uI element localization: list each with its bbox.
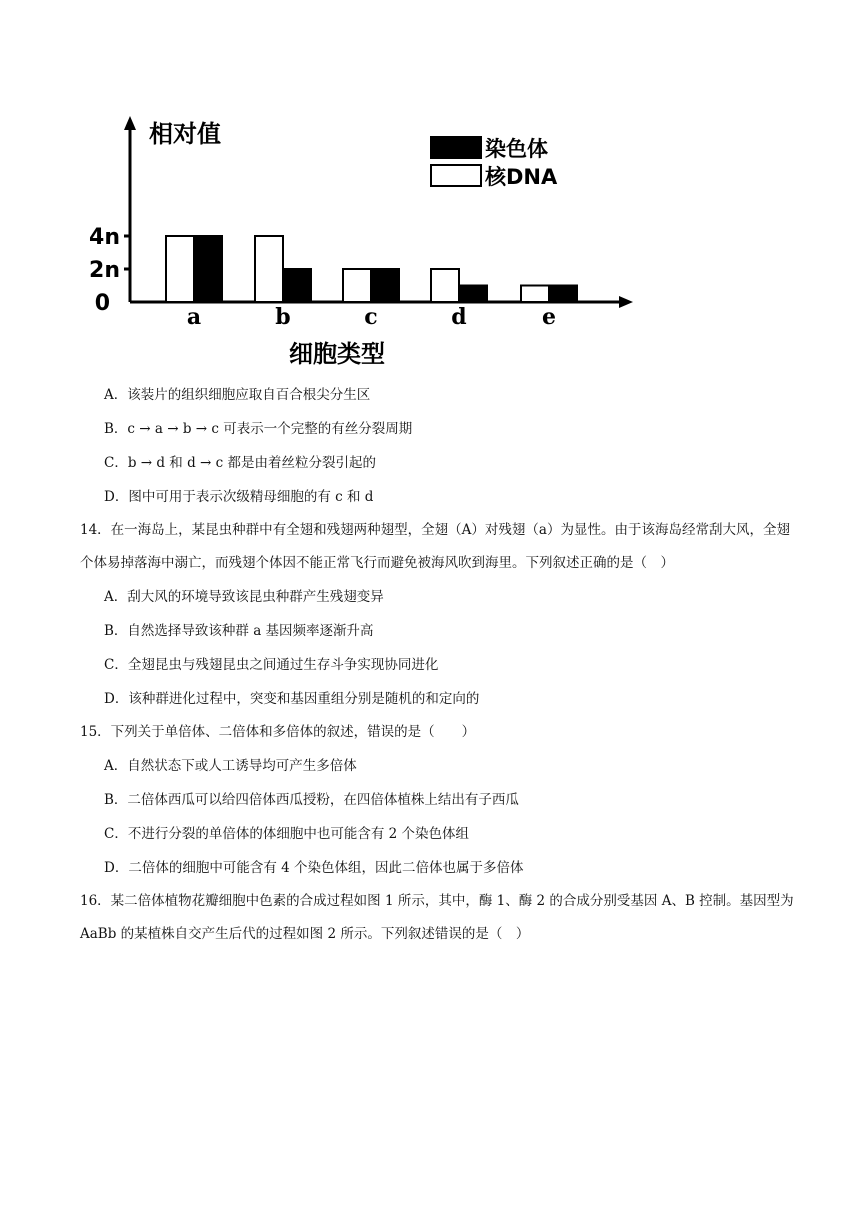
bar-chromosome-c [371,269,399,302]
bar-dna-c [343,269,371,302]
x-category-label: d [451,304,467,330]
bar-dna-a [166,236,194,302]
y-axis-label: 相对值 [149,120,221,148]
q14-option-a: A．刮大风的环境导致该昆虫种群产生残翅变异 [104,589,384,605]
q15-option-d: D．二倍体的细胞中可能含有 4 个染色体组，因此二倍体也属于多倍体 [104,860,524,876]
legend-swatch-dna [431,165,481,186]
bar-dna-b [255,236,283,302]
x-category-label: c [364,304,378,330]
legend-swatch-chromosome [431,137,481,158]
q15-option-c: C．不进行分裂的单倍体的体细胞中也可能含有 2 个染色体组 [104,826,470,842]
bar-dna-e [521,286,549,303]
bar-chart [75,110,645,372]
bar-chromosome-a [194,236,222,302]
x-category-label: a [186,304,202,330]
question-text [80,378,800,951]
y-tick-label: 2n [89,258,120,283]
legend-label-dna: 核DNA [485,165,558,189]
q15-option-a: A．自然状态下或人工诱导均可产生多倍体 [104,758,357,774]
q15-stem: 15．下列关于单倍体、二倍体和多倍体的叙述，错误的是（ ） [80,724,476,740]
q13-option-c: C．b → d 和 d → c 都是由着丝粒分裂引起的 [104,455,376,471]
q13-option-a: A．该装片的组织细胞应取自百合根尖分生区 [104,387,371,403]
q13-option-d: D．图中可用于表示次级精母细胞的有 c 和 d [104,489,374,505]
bar-chromosome-e [549,286,577,303]
q13-option-b: B．c → a → b → c 可表示一个完整的有丝分裂周期 [104,421,413,437]
q14-option-c: C．全翅昆虫与残翅昆虫之间通过生存斗争实现协同进化 [104,657,439,673]
q14-option-d: D．该种群进化过程中，突变和基因重组分别是随机的和定向的 [104,691,480,707]
y-tick-label: 4n [89,225,120,250]
legend-label-chromosome: 染色体 [485,137,548,161]
x-axis-arrow [619,296,633,308]
x-category-label: e [542,304,556,330]
x-axis-label: 细胞类型 [289,340,385,368]
q16-stem: 16．某二倍体植物花瓣细胞中色素的合成过程如图 1 所示，其中，酶 1、酶 2 的合成分别受基因 A、B 控制。基因型为 AaBb 的某植株自交产生后代的过程如图 2 所示。下列叙述错误的是（ ） [80,893,794,942]
y-axis-arrow [124,116,136,130]
q15-option-b: B．二倍体西瓜可以给四倍体西瓜授粉，在四倍体植株上结出有子西瓜 [104,792,519,808]
q14-stem: 14．在一海岛上，某昆虫种群中有全翅和残翅两种翅型，全翅（A）对残翅（a）为显性。由于该海岛经常刮大风，全翅个体易掉落海中溺亡，而残翅个体因不能正常飞行而避免被海风吹到海里。下列叙述正确的是（ ） [80,522,790,571]
bar-chromosome-b [283,269,311,302]
bar-dna-d [431,269,459,302]
q14-option-b: B．自然选择导致该种群 a 基因频率逐渐升高 [104,623,374,639]
x-category-label: b [275,304,291,330]
bar-chromosome-d [459,286,487,303]
y-tick-label: 0 [94,291,110,316]
